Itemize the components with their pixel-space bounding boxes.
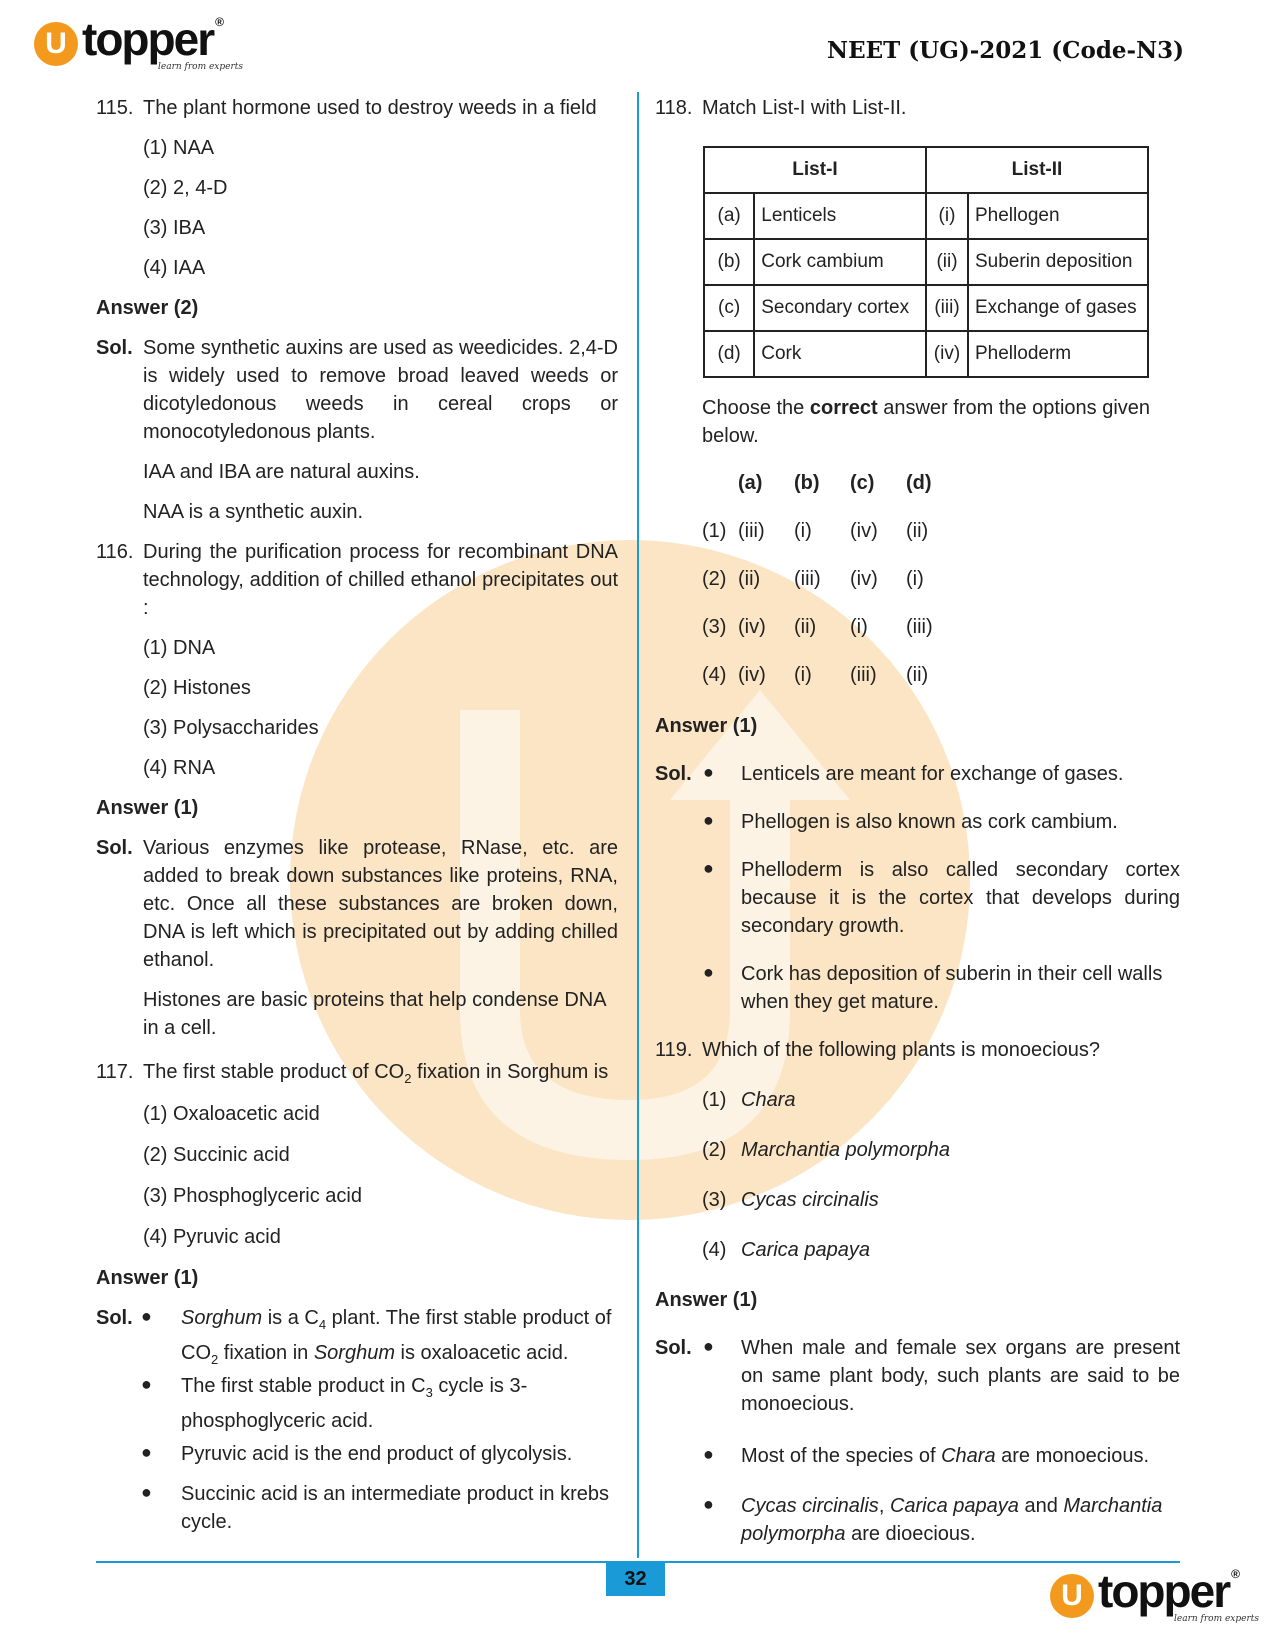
page-number: 32 [606,1562,665,1596]
answer-label: Answer (1) [655,1289,758,1311]
exam-title: NEET (UG)-2021 (Code-N3) [827,37,1184,64]
solution-text: NAA is a synthetic auxin. [143,501,364,523]
logo-tagline: learn from experts [1174,1614,1260,1624]
logo-reg: ® [1231,1567,1238,1581]
solution-text: Various enzymes like protease, RNase, etc. are added to break down substances like proteins, RNA, etc. Once all these substances are broken down, DNA is left which is precipitated out by adding chilled ethanol. [143,837,618,971]
header-logo [34,13,244,72]
bullet-icon: ● [703,810,714,830]
option: (3) Phosphoglyceric acid [143,1185,362,1207]
solution-bullet: Lenticels are meant for exchange of gases. [741,763,1124,785]
solution-bullet: Phellogen is also known as cork cambium. [741,811,1118,833]
solution-text: Some synthetic auxins are used as weedicides. 2,4-D is widely used to remove broad leaved weeds or dicotyledonous weeds in cereal crops or monocotyledonous plants. [143,337,618,443]
option: (1) Oxaloacetic acid [143,1103,320,1125]
question-number: 117. [96,1061,134,1083]
option: (1) NAA [143,137,215,159]
option: (3) IBA [143,217,206,239]
question-number: 118. [655,97,693,119]
bullet-icon: ● [703,962,714,982]
solution-text: Histones are basic proteins that help condense DNA in a cell. [143,989,606,1039]
solution-bullet: Most of the species of Chara are monoecious. [741,1445,1150,1467]
solution-bullet: Cycas circinalis, Carica papaya and Marchantia polymorpha are dioecious. [741,1495,1163,1545]
table-header: List-II [926,147,1148,193]
question-text: During the purification process for recombinant DNA technology, addition of chilled ethanol precipitates out : [143,541,618,619]
option: (4) Pyruvic acid [143,1226,281,1248]
solution-bullet: Succinic acid is an intermediate product in krebs cycle. [181,1483,609,1533]
option: Chara [741,1089,796,1111]
bullet-icon: ● [703,1494,714,1514]
table-row: (c) Secondary cortex (iii) Exchange of gases [704,285,1148,331]
option: (2) Histones [143,677,251,699]
answer-label: Answer (1) [655,715,758,737]
bullet-icon: ● [703,762,714,782]
option: (4) RNA [143,757,216,779]
topper-logo-icon: U [34,22,78,66]
solution-bullet: Cork has deposition of suberin in their cell walls when they get mature. [741,963,1163,1013]
question-number: 115. [96,97,134,119]
option: (2) 2, 4-D [143,177,228,199]
option-header: (a) [738,472,763,494]
question-text: Match List-I with List-II. [702,97,907,119]
solution-bullet: Pyruvic acid is the end product of glycolysis. [181,1443,573,1465]
option-header: (c) [850,472,875,494]
instruction-text: Choose the correct answer from the options given below. [702,397,1151,447]
question-text: Which of the following plants is monoecious? [702,1039,1100,1061]
table-row: (d) Cork (iv) Phelloderm [704,331,1148,377]
logo-word: topper [1098,1565,1230,1617]
option-number: (4) [702,1239,727,1261]
sol-label: Sol. [96,337,133,359]
option: (3) Polysaccharides [143,717,319,739]
match-table [703,146,1149,378]
sol-label: Sol. [655,1337,692,1359]
question-text: The first stable product of $CO_2$ fixation in Sorghum is [143,1061,609,1086]
bullet-icon: ● [703,1336,714,1356]
solution-bullet: The first stable product in $C_3$ cycle is 3-phosphoglyceric acid. [181,1375,528,1432]
table-row: (b) Cork cambium (ii) Suberin deposition [704,239,1148,285]
option: Carica papaya [741,1239,870,1261]
option-header: (d) [906,472,932,494]
bullet-icon: ● [141,1442,152,1462]
option-header: (b) [794,472,820,494]
option-number: (2) [702,1139,727,1161]
column-divider [637,92,639,1558]
logo-reg: ® [215,15,222,29]
option: Marchantia polymorpha [741,1139,950,1161]
solution-text: IAA and IBA are natural auxins. [143,461,420,483]
option: (2) Succinic acid [143,1144,290,1166]
bullet-icon: ● [141,1306,152,1326]
answer-label: Answer (1) [96,797,199,819]
sol-label: Sol. [96,1307,133,1329]
option: (4) IAA [143,257,206,279]
answer-label: Answer (1) [96,1267,199,1289]
solution-bullet: When male and female sex organs are present on same plant body, such plants are said to be monoecious. [741,1337,1180,1415]
bullet-icon: ● [141,1482,152,1502]
table-header-row [704,147,1148,193]
solution-bullet: Sorghum is a $C_4$ plant. The first stable product of $CO_2$ fixation in Sorghum is oxaloacetic acid. [181,1307,612,1367]
logo-tagline: learn from experts [158,62,244,72]
bullet-icon: ● [703,858,714,878]
sol-label: Sol. [655,763,692,785]
question-number: 119. [655,1039,693,1061]
option: Cycas circinalis [741,1189,879,1211]
sol-label: Sol. [96,837,133,859]
option-number: (3) [702,1189,727,1211]
question-text: The plant hormone used to destroy weeds in a field [143,97,597,119]
option: (1) DNA [143,637,216,659]
question-number: 116. [96,541,134,563]
solution-bullet: Phelloderm is also called secondary cortex because it is the cortex that develops during secondary growth. [741,859,1180,937]
table-row: (a) Lenticels (i) Phellogen [704,193,1148,239]
logo-word: topper [82,13,214,65]
option-number: (1) [702,1089,727,1111]
bullet-icon: ● [703,1444,714,1464]
answer-label: Answer (2) [96,297,199,319]
footer-logo [1050,1565,1260,1624]
topper-logo-icon: U [1050,1574,1094,1618]
bullet-icon: ● [141,1374,152,1394]
table-header: List-I [704,147,926,193]
